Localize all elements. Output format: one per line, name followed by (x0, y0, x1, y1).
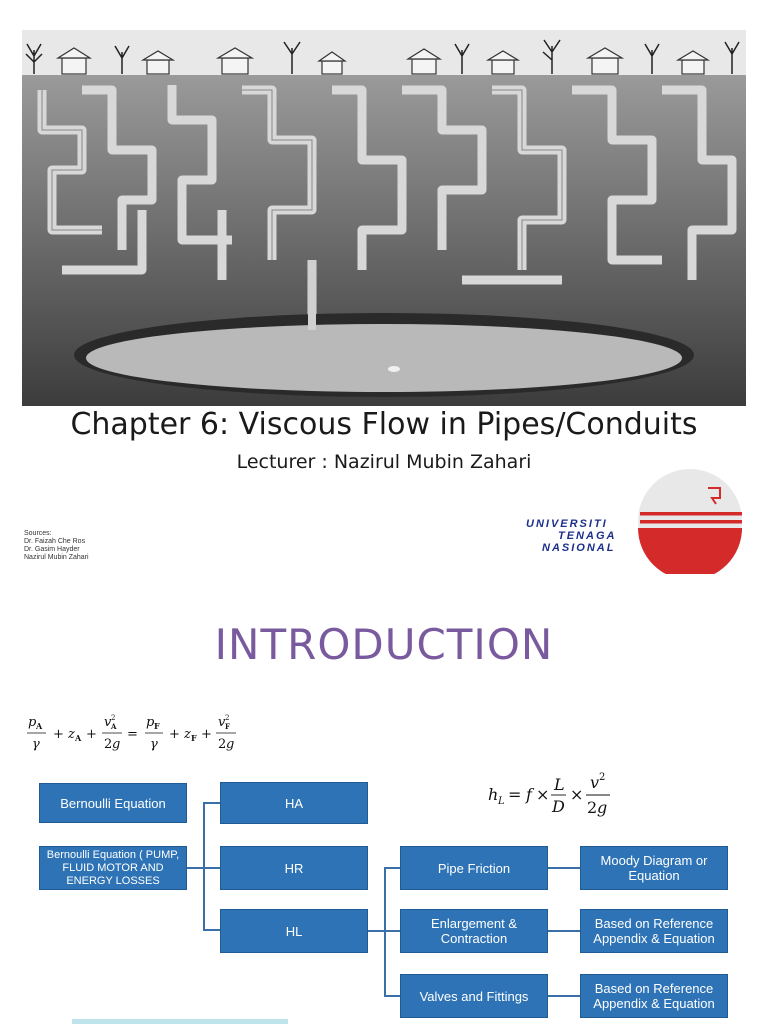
svg-text:2: 2 (218, 737, 227, 752)
valves-fittings-box: Valves and Fittings (400, 974, 548, 1018)
svg-text:A: A (75, 733, 82, 743)
connector (203, 867, 220, 869)
bernoulli-extended-box: Bernoulli Equation ( PUMP, FLUID MOTOR AND ENERGY LOSSES (39, 846, 187, 890)
svg-text:2: 2 (225, 714, 230, 722)
connector (203, 802, 205, 930)
pipe-friction-box: Pipe Friction (400, 846, 548, 890)
svg-text:×: × (570, 785, 584, 804)
connector (203, 929, 220, 931)
svg-text:=: = (508, 785, 522, 804)
sources-list (24, 530, 89, 562)
svg-text:γ: γ (150, 737, 158, 752)
svg-text:z: z (68, 727, 75, 742)
svg-text:F: F (154, 721, 160, 731)
svg-text:z: z (184, 727, 191, 742)
logo-text-tenaga: TENAGA (558, 530, 617, 542)
university-logo (520, 468, 746, 574)
svg-text:p: p (28, 715, 37, 730)
svg-text:A: A (111, 722, 117, 731)
svg-text:v: v (104, 715, 112, 730)
connector (384, 995, 400, 997)
source-item: Dr. Gasim Hayder (24, 546, 80, 553)
connector (384, 867, 400, 869)
svg-text:A: A (36, 721, 43, 731)
svg-text:v: v (590, 773, 600, 792)
svg-text:v: v (218, 715, 226, 730)
hr-box: HR (220, 846, 368, 890)
source-item: Nazirul Mubin Zahari (24, 554, 89, 561)
connector (384, 867, 386, 996)
svg-text:2: 2 (104, 737, 113, 752)
next-slide-edge (72, 1019, 288, 1024)
svg-text:L: L (554, 775, 565, 794)
connector (368, 930, 384, 932)
svg-text:g: g (597, 798, 608, 817)
reference-appendix-box: Based on Reference Appendix & Equation (580, 974, 728, 1018)
svg-text:g: g (226, 737, 235, 752)
enlargement-contraction-box: Enlargement & Contraction (400, 909, 548, 953)
svg-text:F: F (225, 722, 230, 731)
svg-text:γ: γ (32, 737, 40, 752)
svg-text:D: D (552, 797, 565, 816)
svg-text:+: + (201, 727, 212, 742)
svg-text:f: f (526, 785, 532, 804)
connector (548, 867, 580, 869)
source-item: Dr. Faizah Che Ros (24, 538, 86, 545)
moody-diagram-box: Moody Diagram or Equation (580, 846, 728, 890)
svg-text:+: + (169, 727, 180, 742)
head-loss-equation (486, 766, 636, 822)
svg-text:2: 2 (599, 772, 606, 783)
connector (384, 930, 400, 932)
pipes-illustration (22, 30, 746, 406)
svg-text:F: F (191, 733, 197, 743)
hl-box: HL (220, 909, 368, 953)
slide-title: Chapter 6: Viscous Flow in Pipes/Conduits (70, 407, 698, 442)
ha-box: HA (220, 782, 368, 824)
svg-text:=: = (127, 727, 138, 742)
svg-text:+: + (86, 727, 97, 742)
connector (548, 995, 580, 997)
reference-appendix-box: Based on Reference Appendix & Equation (580, 909, 728, 953)
svg-text:L: L (498, 796, 505, 807)
svg-text:2: 2 (587, 798, 598, 817)
bernoulli-equation-box: Bernoulli Equation (39, 783, 187, 823)
logo-text-nasional: NASIONAL (542, 542, 616, 554)
connector (548, 930, 580, 932)
sources-label: Sources: (24, 530, 52, 537)
svg-text:×: × (536, 785, 550, 804)
bernoulli-equation (26, 708, 256, 758)
lecturer-name: Lecturer : Nazirul Mubin Zahari (236, 451, 532, 473)
svg-text:p: p (146, 715, 155, 730)
svg-text:h: h (488, 785, 499, 804)
connector (203, 802, 220, 804)
svg-text:g: g (112, 737, 121, 752)
connector (187, 867, 203, 869)
section-heading: INTRODUCTION (214, 620, 554, 669)
svg-text:+: + (53, 727, 64, 742)
svg-text:2: 2 (111, 714, 116, 722)
logo-text-universiti: UNIVERSITI (526, 518, 608, 530)
